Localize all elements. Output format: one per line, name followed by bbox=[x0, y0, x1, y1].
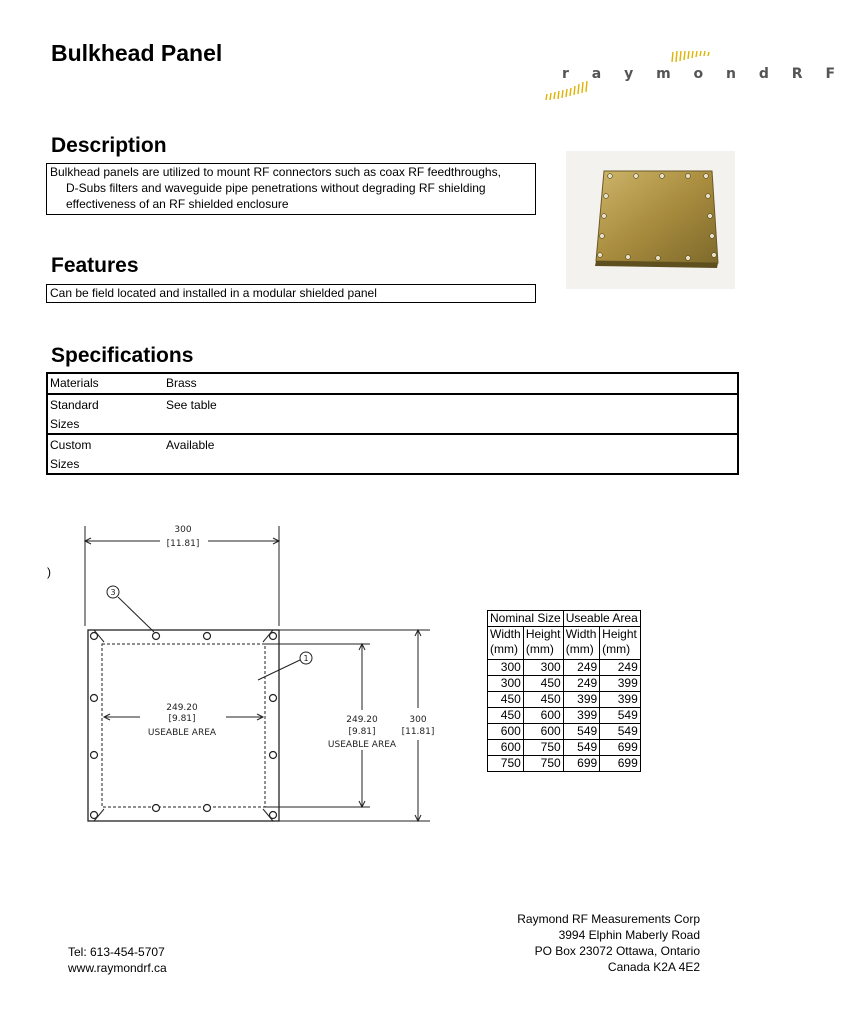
logo-text: r a y m o n d R F bbox=[562, 66, 844, 82]
panel-dimension-drawing bbox=[80, 518, 450, 824]
useable-area-header: Useable Area bbox=[563, 611, 640, 627]
footer-address-2: PO Box 23072 Ottawa, Ontario bbox=[534, 944, 700, 958]
features-text: Can be field located and installed in a modular shielded panel bbox=[50, 286, 377, 300]
table-row bbox=[488, 756, 641, 772]
col-header: Height (mm) bbox=[600, 627, 641, 660]
table-cell: 249 bbox=[563, 676, 599, 692]
features-box bbox=[46, 284, 536, 303]
inner-height-dimension: 249.20 bbox=[346, 715, 378, 725]
table-row bbox=[488, 660, 641, 676]
brass-panel-image bbox=[566, 151, 735, 289]
table-cell: 450 bbox=[523, 676, 563, 692]
col-header: Width (mm) bbox=[488, 627, 524, 660]
spec-label: Materials bbox=[50, 376, 99, 390]
specifications-table bbox=[46, 372, 739, 475]
table-cell: 249 bbox=[563, 660, 599, 676]
table-cell: 600 bbox=[488, 724, 524, 740]
description-line-2: D-Subs filters and waveguide pipe penetrations without degrading RF shielding bbox=[66, 181, 486, 195]
useable-area-label-vertical: USEABLE AREA bbox=[327, 740, 397, 750]
table-cell: 549 bbox=[600, 724, 641, 740]
footer-web: www.raymondrf.ca bbox=[68, 961, 167, 975]
page-title: Bulkhead Panel bbox=[51, 40, 223, 66]
table-cell: 399 bbox=[563, 708, 599, 724]
description-line-1: Bulkhead panels are utilized to mount RF connectors such as coax RF feedthroughs, bbox=[50, 165, 501, 179]
table-cell: 300 bbox=[488, 660, 524, 676]
footer-address-1: 3994 Elphin Maberly Road bbox=[558, 928, 700, 942]
table-cell: 600 bbox=[488, 740, 524, 756]
col-header: Width (mm) bbox=[563, 627, 599, 660]
spec-label: Standard bbox=[50, 398, 99, 412]
spec-value: Brass bbox=[166, 376, 197, 390]
height-dimension: 300 bbox=[409, 715, 427, 725]
size-table bbox=[487, 610, 641, 772]
table-cell: 549 bbox=[563, 740, 599, 756]
table-cell: 300 bbox=[488, 676, 524, 692]
specifications-heading: Specifications bbox=[51, 344, 194, 367]
description-heading: Description bbox=[51, 134, 167, 157]
table-cell: 450 bbox=[523, 692, 563, 708]
table-cell: 450 bbox=[488, 708, 524, 724]
inner-width-dimension: 249.20 bbox=[166, 703, 198, 713]
table-cell: 699 bbox=[563, 756, 599, 772]
table-cell: 750 bbox=[523, 756, 563, 772]
table-cell: 549 bbox=[563, 724, 599, 740]
description-line-3: effectiveness of an RF shielded enclosure bbox=[66, 197, 289, 211]
table-row bbox=[488, 740, 641, 756]
spec-label-cont: Sizes bbox=[50, 457, 80, 471]
table-cell: 699 bbox=[600, 756, 641, 772]
spec-value: Available bbox=[166, 438, 215, 452]
inner-width-dimension-in: [9.81] bbox=[168, 714, 196, 724]
table-cell: 399 bbox=[600, 692, 641, 708]
table-cell: 399 bbox=[600, 676, 641, 692]
width-dimension: 300 bbox=[174, 525, 192, 535]
table-cell: 450 bbox=[488, 692, 524, 708]
table-cell: 600 bbox=[523, 724, 563, 740]
spec-row-custom-sizes bbox=[48, 435, 737, 473]
width-dimension-in: [11.81] bbox=[166, 539, 200, 549]
spec-value: See table bbox=[166, 398, 217, 412]
footer-contact bbox=[68, 944, 167, 976]
table-row bbox=[488, 708, 641, 724]
table-cell: 399 bbox=[563, 692, 599, 708]
table-row bbox=[488, 724, 641, 740]
table-cell: 300 bbox=[523, 660, 563, 676]
spec-row-standard-sizes bbox=[48, 395, 737, 435]
features-heading: Features bbox=[51, 254, 139, 277]
footer-company: Raymond RF Measurements Corp bbox=[517, 912, 700, 926]
bulkhead-panel-photo bbox=[566, 151, 735, 289]
table-row bbox=[488, 692, 641, 708]
useable-area-label: USEABLE AREA bbox=[147, 728, 217, 738]
table-cell: 750 bbox=[488, 756, 524, 772]
description-box bbox=[46, 163, 536, 215]
footer-address bbox=[517, 911, 700, 975]
table-cell: 549 bbox=[600, 708, 641, 724]
table-cell: 699 bbox=[600, 740, 641, 756]
inner-height-dimension-in: [9.81] bbox=[348, 727, 376, 737]
table-cell: 600 bbox=[523, 708, 563, 724]
stray-mark: ) bbox=[47, 565, 51, 579]
footer-address-3: Canada K2A 4E2 bbox=[607, 960, 700, 974]
raymond-rf-logo bbox=[540, 48, 844, 108]
footer-tel: Tel: 613-454-5707 bbox=[68, 945, 165, 959]
col-header: Height (mm) bbox=[523, 627, 563, 660]
table-cell: 249 bbox=[600, 660, 641, 676]
spec-row-materials bbox=[48, 374, 737, 395]
callout-1: 1 bbox=[303, 654, 309, 663]
table-row bbox=[488, 676, 641, 692]
height-dimension-in: [11.81] bbox=[401, 727, 435, 737]
spec-label-cont: Sizes bbox=[50, 417, 80, 431]
table-cell: 750 bbox=[523, 740, 563, 756]
spec-label: Custom bbox=[50, 438, 92, 452]
callout-3: 3 bbox=[110, 588, 116, 597]
nominal-size-header: Nominal Size bbox=[488, 611, 564, 627]
